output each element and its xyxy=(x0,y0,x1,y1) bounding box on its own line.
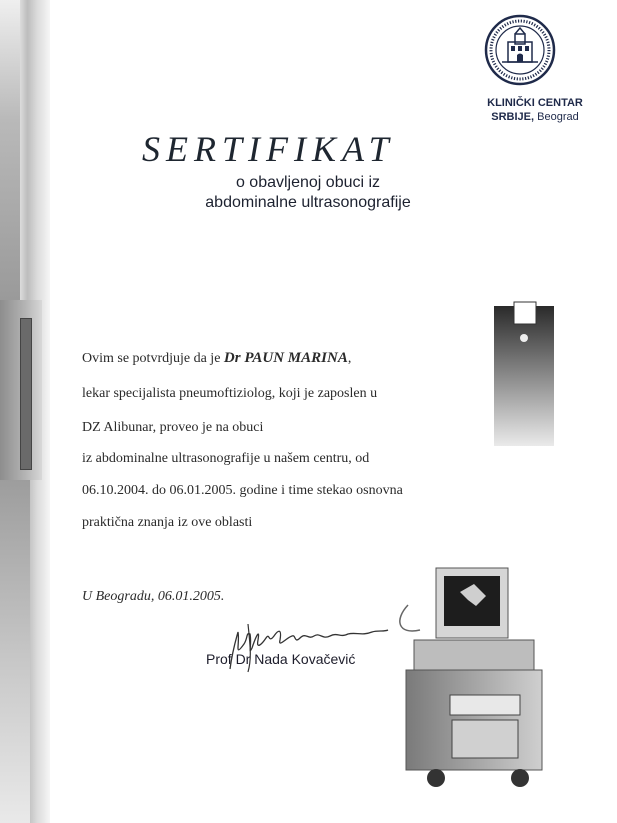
signer-name: Prof Dr Nada Kovačević xyxy=(206,651,356,667)
place-date: U Beogradu, 06.01.2005. xyxy=(82,589,225,604)
body-line1 xyxy=(82,350,442,367)
subtitle-line2: abdominalne ultrasonografije xyxy=(205,194,411,211)
body-line6: praktična znanja iz ove oblasti xyxy=(82,515,253,530)
subtitle-line1: o obavljenoj obuci iz xyxy=(235,174,381,191)
body-line1-suffix: , xyxy=(347,351,352,366)
body-line1-prefix: Ovim se potvrdjuje da je xyxy=(82,351,221,366)
body-line5: 06.10.2004. do 06.01.2005. godine i time stekao osnovna xyxy=(82,483,403,498)
recipient-name: Dr PAUN MARINA xyxy=(223,350,348,366)
body-line3: DZ Alibunar, proveo je na obuci xyxy=(82,420,264,435)
body-line2: lekar specijalista pneumoftiziolog, koji je zaposlen u xyxy=(82,386,378,401)
ultrasound-machine-icon xyxy=(390,300,560,810)
institution-city: Beograd xyxy=(537,111,579,123)
institution-name-line2: SRBIJE, xyxy=(491,111,535,123)
institution-name-line1: KLINIČKI CENTAR xyxy=(487,97,583,109)
institution-name xyxy=(470,96,600,124)
left-decorative-strip xyxy=(0,0,50,823)
certificate-title: SERTIFIKAT xyxy=(142,129,395,169)
hospital-building-seal-icon xyxy=(484,14,556,86)
body-line4: iz abdominalne ultrasonografije u našem centru, od xyxy=(82,451,370,466)
certificate-subtitle xyxy=(168,173,448,213)
